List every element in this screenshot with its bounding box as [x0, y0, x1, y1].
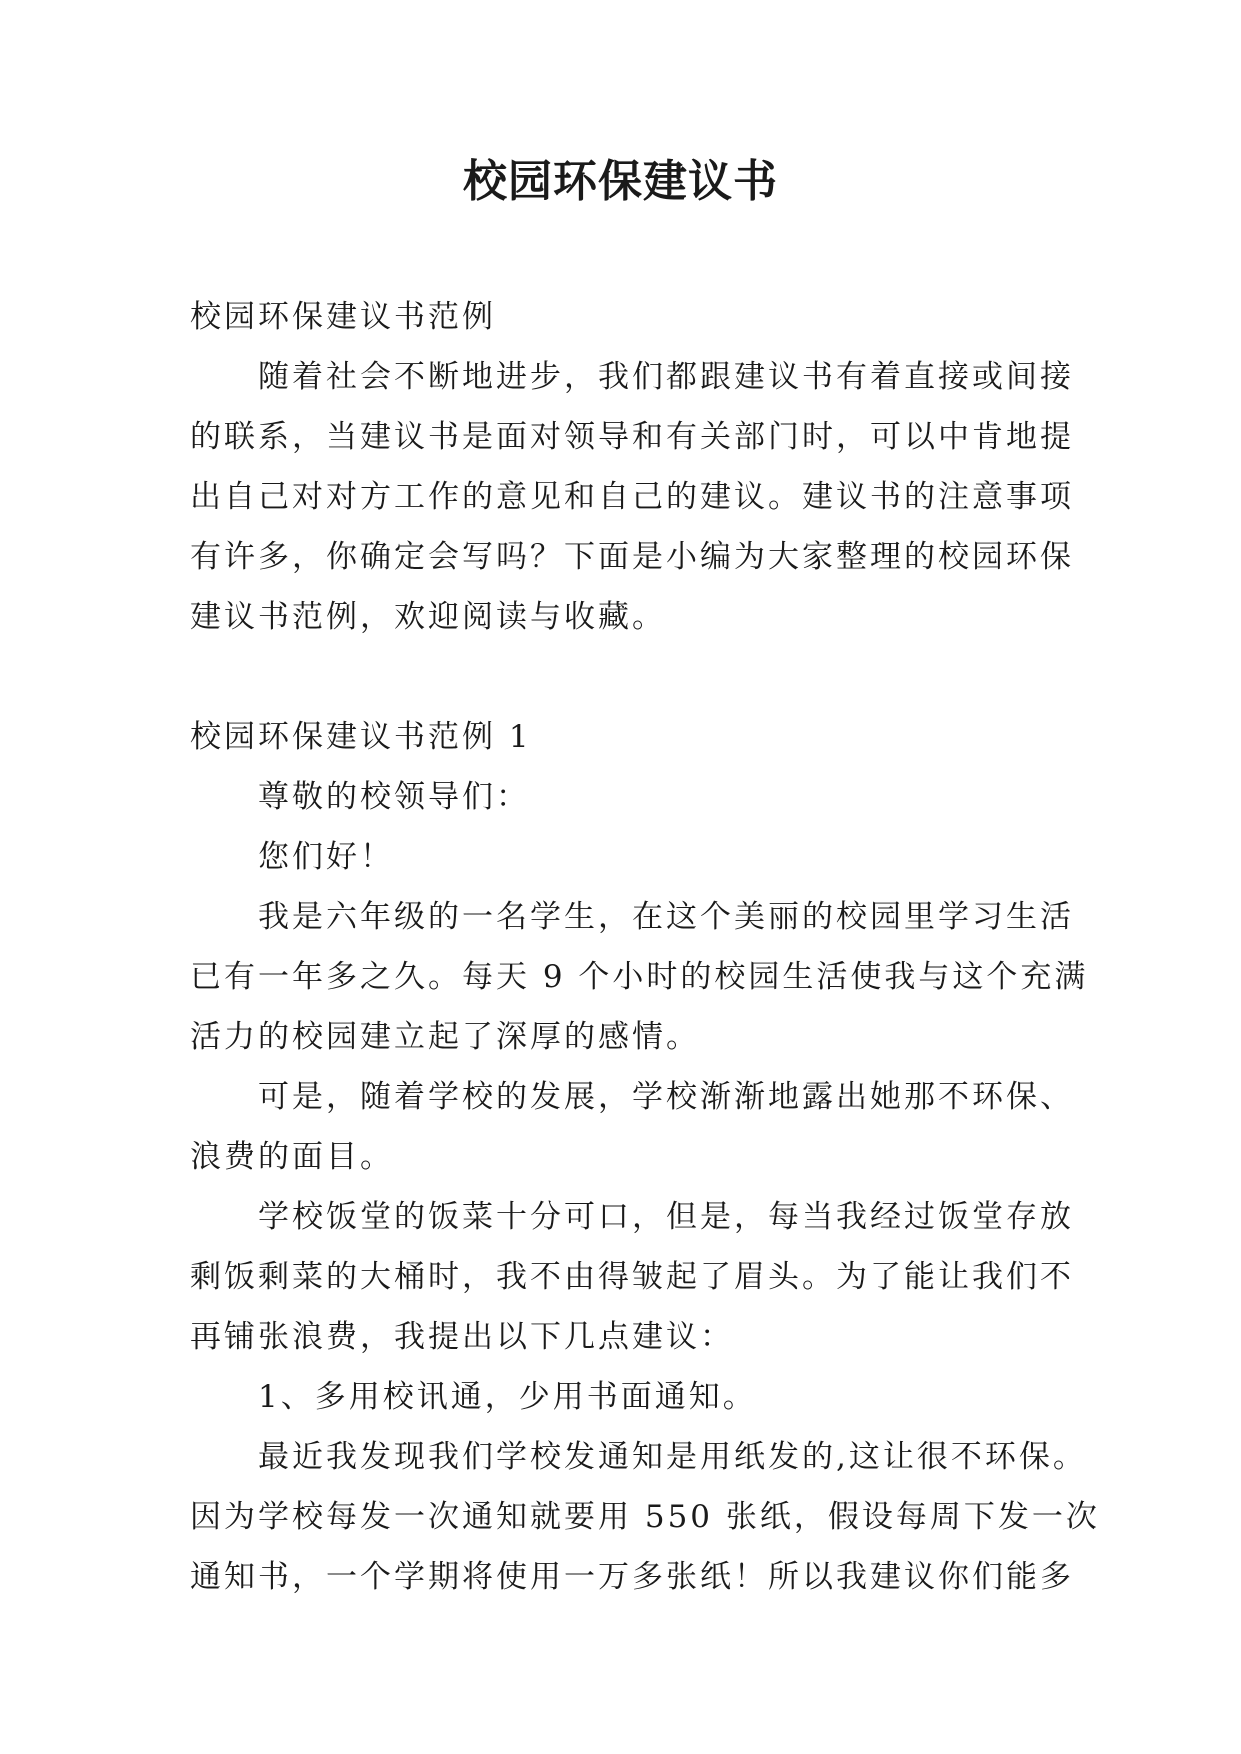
- paragraph-line: 已有一年多之久。每天 9 个小时的校园生活使我与这个充满: [190, 959, 1089, 995]
- intro-line: 建议书范例，欢迎阅读与收藏。: [190, 599, 666, 635]
- section-spacer: [190, 647, 1055, 707]
- paragraph-line: 我是六年级的一名学生，在这个美丽的校园里学习生活: [258, 899, 1074, 935]
- paragraph-line: 再铺张浪费，我提出以下几点建议：: [190, 1319, 734, 1355]
- paragraph-line: 浪费的面目。: [190, 1139, 394, 1175]
- document-body: [190, 287, 1100, 1607]
- intro-line: 随着社会不断地进步，我们都跟建议书有着直接或间接: [258, 359, 1074, 395]
- intro-line: 有许多，你确定会写吗？下面是小编为大家整理的校园环保: [190, 539, 1074, 575]
- suggestion-item: 1、多用校讯通，少用书面通知。: [258, 1379, 757, 1415]
- paragraph-line: 活力的校园建立起了深厚的感情。: [190, 1019, 700, 1055]
- greeting: 您们好！: [258, 839, 394, 875]
- intro-line: 出自己对对方工作的意见和自己的建议。建议书的注意事项: [190, 479, 1074, 515]
- intro-heading: 校园环保建议书范例: [190, 299, 496, 335]
- paragraph-line: 剩饭剩菜的大桶时，我不由得皱起了眉头。为了能让我们不: [190, 1259, 1074, 1295]
- paragraph-line: 可是，随着学校的发展，学校渐渐地露出她那不环保、: [258, 1079, 1074, 1115]
- paragraph-line: 因为学校每发一次通知就要用 550 张纸，假设每周下发一次: [190, 1499, 1100, 1535]
- example-heading: 校园环保建议书范例 1: [190, 719, 532, 755]
- document-title: 校园环保建议书: [463, 156, 778, 207]
- paragraph-line: 通知书，一个学期将使用一万多张纸！所以我建议你们能多: [190, 1559, 1074, 1595]
- paragraph-line: 学校饭堂的饭菜十分可口，但是，每当我经过饭堂存放: [258, 1199, 1074, 1235]
- intro-line: 的联系，当建议书是面对领导和有关部门时，可以中肯地提: [190, 419, 1074, 455]
- paragraph-line: 最近我发现我们学校发通知是用纸发的,这让很不环保。: [258, 1439, 1087, 1475]
- salutation: 尊敬的校领导们：: [258, 779, 530, 815]
